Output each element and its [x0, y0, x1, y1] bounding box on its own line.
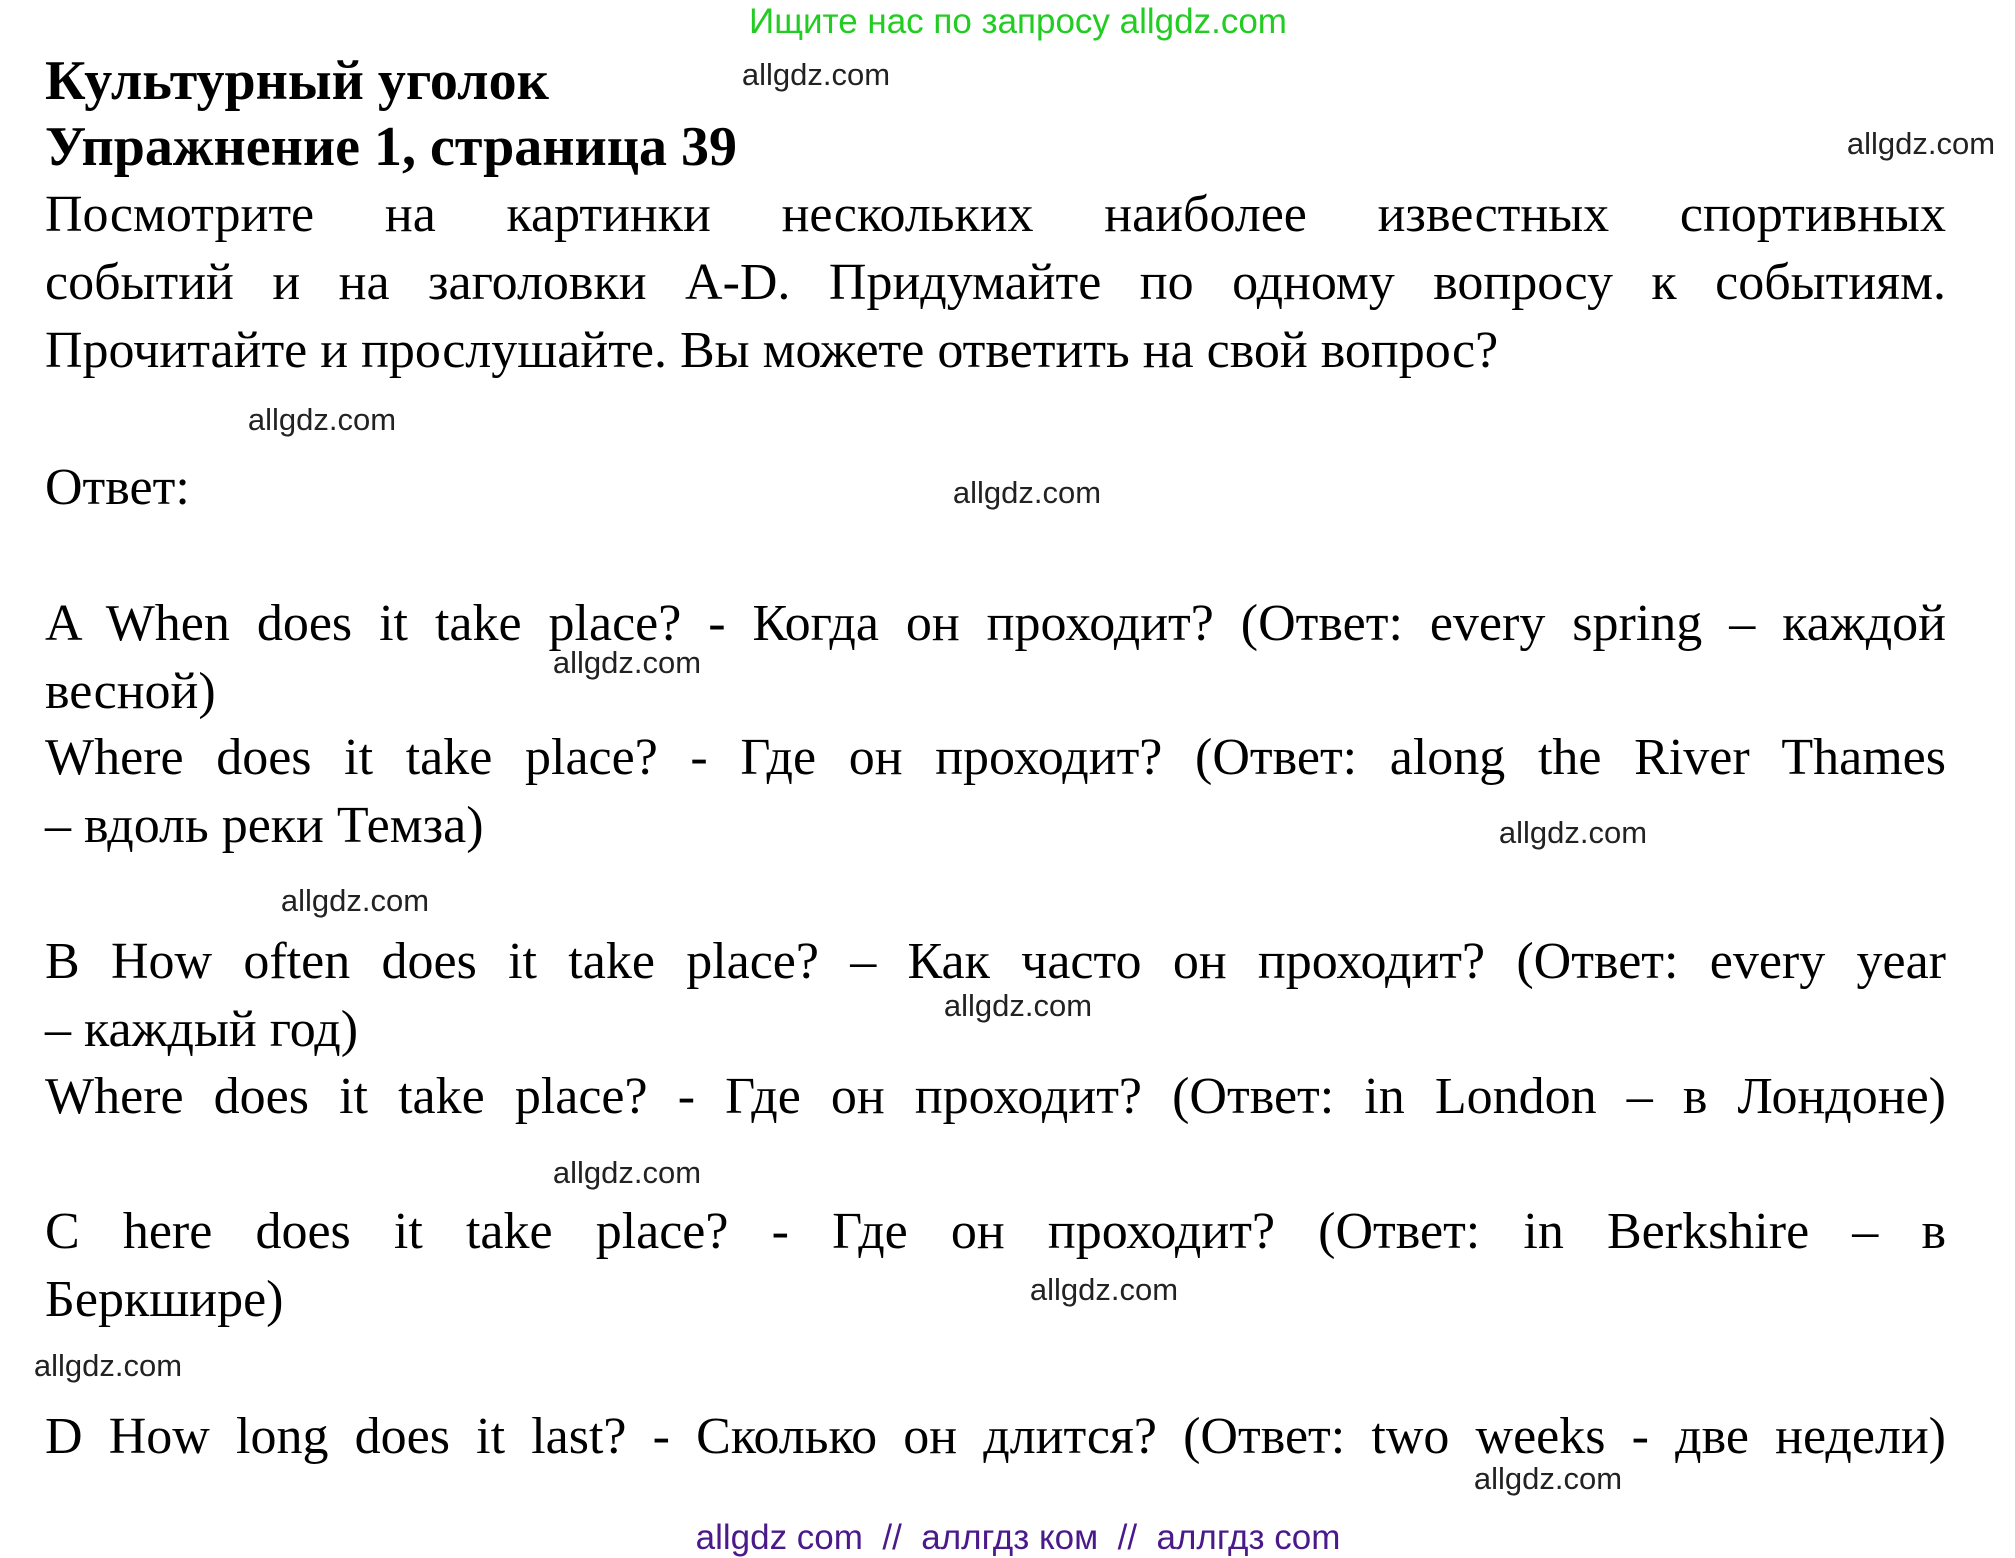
watermark: allgdz.com: [1473, 1461, 1623, 1496]
answer-a-line: – вдоль реки Темза): [45, 797, 484, 854]
watermark: allgdz.com: [943, 988, 1093, 1023]
answer-d-line: D How long does it last? - Сколько он длится? (Ответ: two weeks - две недели): [45, 1408, 1946, 1465]
watermark: allgdz.com: [280, 883, 430, 918]
answer-b-line: – каждый год): [45, 1001, 359, 1058]
watermark: allgdz.com: [552, 1155, 702, 1190]
answer-b-line: Where does it take place? - Где он проходит? (Ответ: in London – в Лондоне): [45, 1068, 1946, 1125]
exercise-heading: Упражнение 1, страница 39: [45, 116, 738, 178]
watermark: allgdz.com: [741, 57, 891, 92]
task-text-line: Посмотрите на картинки нескольких наиболее известных спортивных: [45, 186, 1946, 243]
section-title: Культурный уголок: [45, 50, 549, 112]
answer-b-line: B How often does it take place? – Как часто он проходит? (Ответ: every year: [45, 933, 1946, 990]
search-banner: Ищите нас по запросу allgdz.com: [749, 2, 1287, 41]
watermark: allgdz.com: [552, 645, 702, 680]
task-text-line: Прочитайте и прослушайте. Вы можете ответить на свой вопрос?: [45, 322, 1499, 379]
footer-links[interactable]: allgdz com // аллгдз ком // аллгдз com: [695, 1518, 1341, 1557]
answer-c-line: Беркшире): [45, 1271, 284, 1328]
watermark: allgdz.com: [33, 1348, 183, 1383]
answer-a-line: Where does it take place? - Где он проходит? (Ответ: along the River Thames: [45, 729, 1946, 786]
watermark: allgdz.com: [247, 402, 397, 437]
watermark: allgdz.com: [1029, 1272, 1179, 1307]
answer-a-line: весной): [45, 663, 216, 720]
watermark: allgdz.com: [1498, 815, 1648, 850]
answer-label: Ответ:: [45, 459, 190, 516]
watermark: allgdz.com: [1846, 126, 1996, 161]
watermark: allgdz.com: [952, 475, 1102, 510]
answer-a-line: A When does it take place? - Когда он проходит? (Ответ: every spring – каждой: [45, 595, 1946, 652]
task-text-line: событий и на заголовки A-D. Придумайте по одному вопросу к событиям.: [45, 254, 1946, 311]
answer-c-line: C here does it take place? - Где он проходит? (Ответ: in Berkshire – в: [45, 1203, 1946, 1260]
